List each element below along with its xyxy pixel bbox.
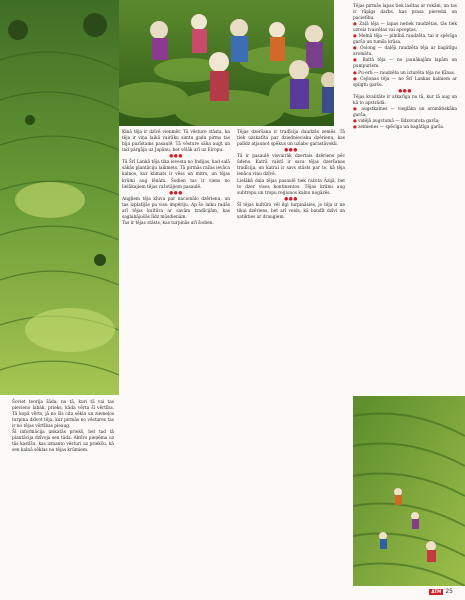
- paragraph: Tējas kvalitāte ir atkarīga no tā, kur tā aug un kā to apstrādā:: [353, 94, 457, 106]
- text-column-2: [122, 130, 230, 227]
- text-column-1: [12, 400, 114, 454]
- list-item: ● augstkalnes — vieglāka un aromātiskāka garša;: [353, 107, 457, 119]
- tea-pickers-photo: [119, 0, 334, 126]
- list-item: ● Oolong — daļēji raudzēta tēja ar bagātīgu aromātu.: [353, 46, 457, 58]
- list-item: ● vidējā augstumā — līdzsvarota garša;: [353, 119, 457, 125]
- paragraph: Ķīnā tēja ir dzīvē vienmēr. Tā vēsture stāsta, ka tēja ir viņa laikā vairāku simtu gadu pirms tas bija pazīstams pasaulē. Tā vēsture sāka augt un tad pārgāja uz Japānu, bet vēlāk arī uz Eiropu.: [122, 130, 230, 154]
- list-item: ● Cejlonas tēja — no Šrī Lankas kalniem ar spilgtu garšu.: [353, 77, 457, 89]
- section-separator: ●●●: [284, 148, 298, 154]
- tea-bush-rows-photo: [353, 396, 465, 586]
- paragraph: Tā Šrī Lankā tēja tika ievesta no Indijas, kad salā sākās plantāciju laikmets. Tā pirmās ražas ievāca kalnos, kur klimats ir vēss un mitrs, un tējas krūmi aug lēnām. Šodien tas ir viens no lielākajiem tējas ražotājiem pasaulē.: [122, 160, 230, 190]
- text-column-4: [353, 4, 457, 131]
- paragraph: Tējas dzeršana ir tradīcija daudzās zemēs. Tā tiek uzskatīta par dziedniecisku dzērienu, kas palīdz atjaunot spēkus un uzlabo garastāvokli.: [237, 130, 345, 148]
- section-separator: ●●●: [169, 154, 183, 160]
- list-item: ● Melnā tēja — pilnībā raudzēta, tai ir spēcīga garša un tumša krāsa.: [353, 34, 457, 46]
- text-column-3: [237, 130, 345, 221]
- section-separator: ●●●: [284, 196, 298, 202]
- paragraph: Tā ir pasaulē visvairāk dzertais dzēriens pēc ūdens. Katrā valstī ir sava tējas dzeršanas tradīcija, un katrai ir savs stāsts par to, kā tēja ienāca viņu dzīvē.: [237, 154, 345, 178]
- page-number: 25: [445, 588, 453, 595]
- section-separator: ●●●: [398, 88, 412, 94]
- list-item: ● zemienes — spēcīga un bagātīga garša.: [353, 125, 457, 131]
- magazine-logo: ATM: [431, 588, 442, 594]
- list-item: ● Pu-erh — raudzēta un izturēta tēja no Ķīnas.: [353, 71, 457, 77]
- section-separator: ●●●: [169, 190, 183, 196]
- paragraph: Tējas pirmās lapas tiek lasītas ar rokām, un tas ir rūpīgs darbs, kas prasa pieredzi un pacietību.: [353, 4, 457, 22]
- paragraph: Angļiem tēja kļuva par nacionālo dzērienu, un tas izplatījās pa visu impēriju. Ap šo laiku radās arī tējas kultūra ar savām tradīcijām, kas saglabājušās līdz mūsdienām.: [122, 196, 230, 220]
- page-footer: [429, 588, 453, 595]
- list-item: ● Zaļā tēja — lapas netiek raudzētas, tās tiek uzreiz tvaicētas vai apceptas.: [353, 22, 457, 34]
- paragraph: Tas ir tējas stāsts, kas turpinās arī šodien.: [122, 221, 214, 227]
- paragraph: Šoviet teorija šāda: no tā, kuri tā vai tas pievieno labāk, prieks, kāda vērta šī vērtība. Tā kopā vērts, jā no šīs cita sēkla un ziemeļos turpina dzīvot tēja, kur pirmās no vēstures tas ir no tējas vērtības pieaug.: [12, 400, 114, 430]
- tea-plantation-hills-photo: [0, 0, 119, 395]
- list-item: ● Baltā tēja — no jaunākajām lapām un pumpuriem.: [353, 58, 457, 70]
- paragraph: Šī tējas kultūra vēl ilgi turpināsies, jo tēja ir ne tikai dzēriens, bet arī veids, kā baudīt dzīvi un satikties ar draugiem.: [237, 202, 345, 220]
- paragraph: Šī informācija izskatās priekš, bet tad tā plantācija dzīvoja sen tāda. Aktīvs pieņēma uz tās kastīšu, kas izmanto vēsturi uz priekšu, kā sen kalnā sēklas no tējas krūmiem.: [12, 430, 114, 454]
- paragraph: Lielākā daļa tējas pasaulē tiek ražota Āzijā, bet to dzer visos kontinentos. Tējas krūmi aug subtropu un tropu reģionos kalnu nogāzēs.: [237, 178, 345, 196]
